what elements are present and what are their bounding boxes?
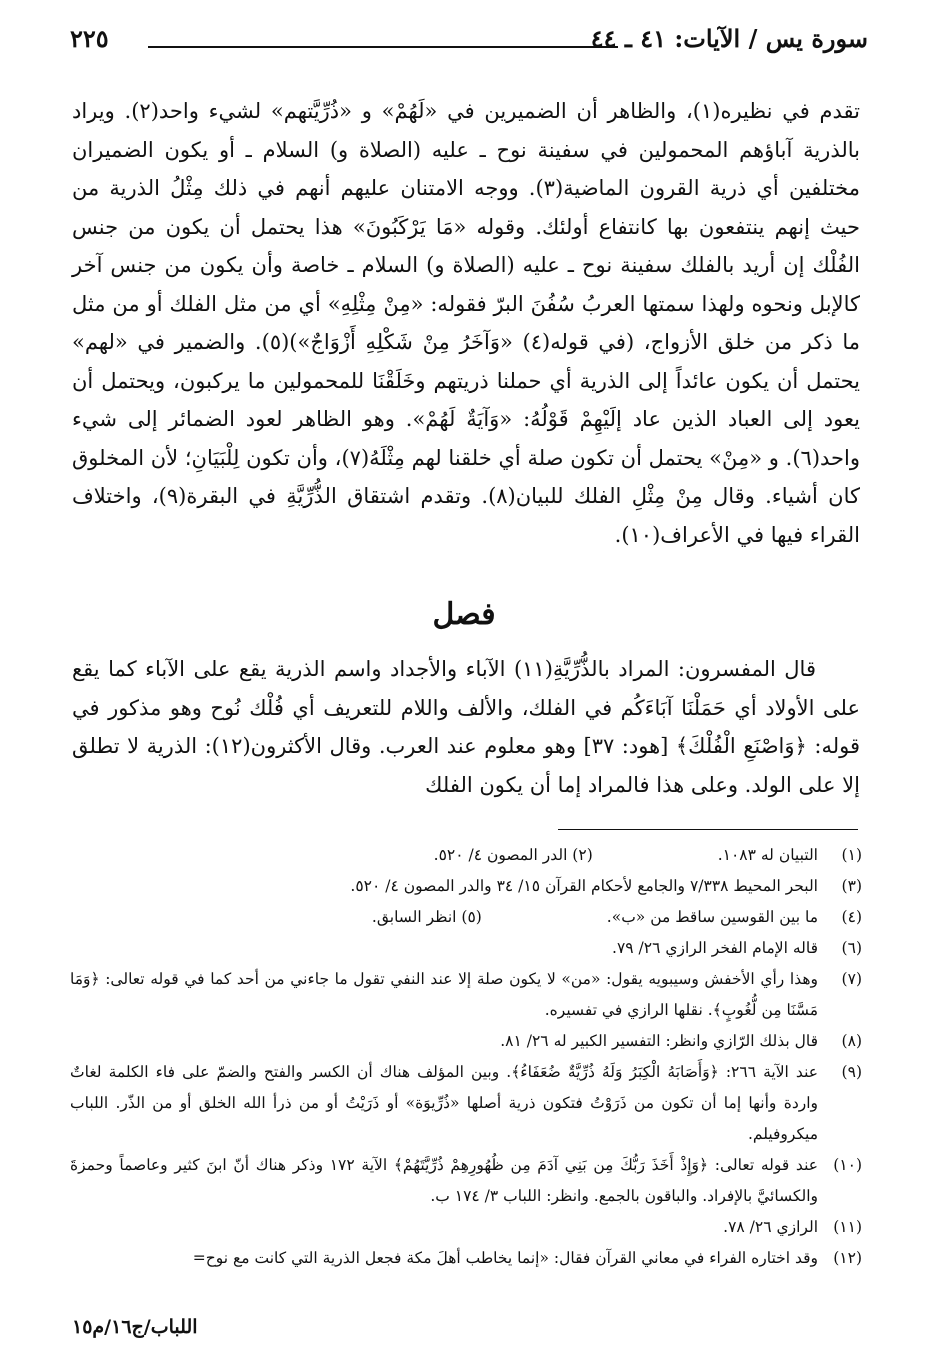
footnote-number: (٣) xyxy=(841,877,862,895)
footnote-number: (٩) xyxy=(841,1063,862,1081)
footnote-text: الرازي ٢٦/ ٧٨. xyxy=(723,1218,818,1236)
footnote-separator xyxy=(558,829,858,830)
footnote-3 xyxy=(70,871,862,902)
main-text-2 xyxy=(72,650,860,804)
footnote-number: (٤) xyxy=(841,908,862,926)
main-text xyxy=(72,92,860,554)
footnote-6 xyxy=(70,933,862,964)
paragraph-1: تقدم في نظيره(١)، والظاهر أن الضميرين في «لَهُمْ» و «ذُرِّيَّتهم» لشيء واحد(٢). ويراد بالذرية آباؤهم المحمولين في سفينة نوح ـ عليه (الصلاة و) السلام ـ أو يكون الضميران مختلفين أي ذرية القرون الماضية(٣). ووجه الامتنان عليهم أنهم في ذلك مِثْلُ الذرية من حيث إنهم ينتفعون بها كانتفاع أولئك. وقوله «مَا يَرْكَبُونَ» هذا يحتمل أن يكون من جنس الفُلْك إن أريد بالفلك سفينة نوح ـ عليه (الصلاة و) السلام ـ خاصة وأن يكون من جنس آخر كالإبل ونحوه ولهذا سمتها العربُ سُفُنَ البرّ فقوله: «مِنْ مِثْلِهِ» أي من مثل الفلك أو من مثل ما ذكر من خلق الأزواج، (في قوله(٤) «وَآخَرُ مِنْ شَكْلِهِ أَزْوَاجٌ»)(٥). والضمير في «لهم» يحتمل أن يكون عائداً إلى الذرية أي حملنا ذريتهم وخَلَقْنَا للمحمولين ما يركبون، ويحتمل أن يعود إلى العباد الذين عاد إلَيْهِمْ قَوْلُهُ: «وَآيَةٌ لَهُمْ». وهو الظاهر لعود الضمائر إلى شيء واحد(٦). و «مِنْ» يحتمل أن تكون صلة أي خلقنا لهم مِثْلَهُ(٧)، وأن تكون لِلْبَيَانِ؛ لأن المخلوق كان أشياء. وقال مِنْ مِثْلِ الفلك للبيان(٨). وتقدم اشتقاق الذُّرِّيَّةِ في البقرة(٩)، واختلاف القراء فيها في الأعراف(١٠). xyxy=(72,99,861,547)
header-rule xyxy=(148,46,618,48)
footnote-text: ما بين القوسين ساقط من «ب». xyxy=(606,908,818,926)
page-header xyxy=(70,22,868,58)
footnote-number: (٧) xyxy=(841,970,862,988)
page-number: ٢٢٥ xyxy=(70,24,109,53)
footnote-text: عند الآية ٢٦٦: ﴿وَأَصَابَهُ الْكِبَرُ وَلَهُ ذُرِّيَّةٌ ضُعَفَاءُ﴾. وبين المؤلف هناك أن الكسر والفتح والضمّ على فاء الكلمة لغاتٌ واردة وأنها إما أن تكون من ذَرَوْتُ فتكون ذرية أصلها «ذُرِّيوَة» أو ذَرَيْتُ أو من ذرأ الله الخلق أو من الذّر. اللباب ميكروفيلم. xyxy=(70,1063,818,1143)
footnote-text: وقد اختاره الفراء في معاني القرآن فقال: «إنما يخاطب أهلَ مكة فجعل الذرية التي كانت مع نوح= xyxy=(192,1249,818,1267)
footnote-number: (١٠) xyxy=(833,1156,862,1174)
footnote-text: قال بذلك الرّازي وانظر: التفسير الكبير له ٢٦/ ٨١. xyxy=(500,1032,818,1050)
footnote-10 xyxy=(70,1150,862,1212)
footnote-11 xyxy=(70,1212,862,1243)
page-signature: اللباب/ج١٦/م١٥ xyxy=(72,1316,198,1338)
footnote-number: (١٢) xyxy=(833,1249,862,1267)
footnote-8 xyxy=(70,1026,862,1057)
footnote-number: (٦) xyxy=(841,939,862,957)
footnote-1 xyxy=(70,840,862,871)
footnote-4 xyxy=(70,902,862,933)
footnote-text: البحر المحيط ٧/٣٣٨ والجامع لأحكام القرآن ١٥/ ٣٤ والدر المصون ٤/ ٥٢٠. xyxy=(350,877,818,895)
footnote-number: (١١) xyxy=(833,1218,862,1236)
footnote-9 xyxy=(70,1057,862,1150)
footnote-number: (١) xyxy=(841,846,862,864)
paragraph-2: قال المفسرون: المراد بالذُّرِّيَّةِ(١١) الآباء والأجداد واسم الذرية يقع على الآباء كما يقع على الأولاد أي حَمَلْنَا آبَاءَكُم في الفلك، والألف واللام للتعريف أي فُلْك نُوح وهو مذكور في قوله: ﴿وَاصْنَعِ الْفُلْكَ﴾ [هود: ٣٧] وهو معلوم عند العرب. وقال الأكثرون(١٢): الذرية لا تطلق إلا على الولد. وعلى هذا فالمراد إما أن يكون الفلك xyxy=(72,657,860,797)
footnote-number: (٨) xyxy=(841,1032,862,1050)
section-heading: فصل xyxy=(432,597,496,632)
footnote-text: التبيان له ١٠٨٣. xyxy=(717,846,818,864)
footnote-text-2: (٥) انظر السابق. xyxy=(371,908,482,926)
footnote-text: وهذا رأي الأخفش وسيبويه يقول: «من» لا يكون صلة إلا عند النفي تقول ما جاءني من أحد كما في قوله تعالى: ﴿وَمَا مَسَّنَا مِن لُّغُوبٍ﴾. نقلها الرازي في تفسيره. xyxy=(70,970,818,1019)
footnote-text-2: (٢) الدر المصون ٤/ ٥٢٠. xyxy=(433,846,593,864)
footnotes xyxy=(70,840,862,1274)
footnote-text: عند قوله تعالى: ﴿وَإِذْ أَخَذَ رَبُّكَ مِن بَنِي آدَمَ مِن ظُهُورِهِمْ ذُرِّيَّتَهُمْ﴾ الآية ١٧٢ وذكر هناك أنّ ابنَ كثير وعاصماً وحمزةَ والكسائيَّ بالإفراد. والباقون بالجمع. وانظر: اللباب ٣/ ١٧٤ ب. xyxy=(70,1156,818,1205)
footnote-text: قاله الإمام الفخر الرازي ٢٦/ ٧٩. xyxy=(612,939,818,957)
surah-title: سورة يس / الآيات: ٤١ ـ ٤٤ xyxy=(590,24,868,53)
footnote-7 xyxy=(70,964,862,1026)
footnote-12 xyxy=(70,1243,862,1274)
